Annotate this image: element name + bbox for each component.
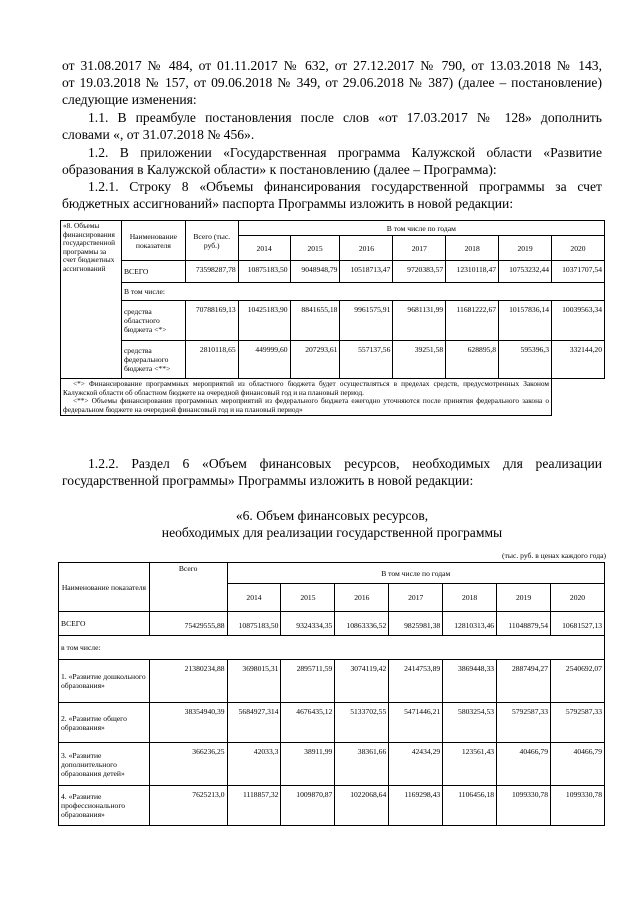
- cell-value: 3869448,33: [443, 660, 497, 703]
- row-name: ВСЕГО: [121, 261, 185, 283]
- row-total: 75429555,88: [149, 612, 227, 636]
- cell-value: 11681222,67: [446, 301, 499, 341]
- cell-value: 628895,8: [446, 341, 499, 379]
- cell-value: 10518713,47: [340, 261, 393, 283]
- cell-value: 10371707,54: [552, 261, 605, 283]
- item-1-1-line-1: 1.1. В преамбуле постановления после слов «от 17.03.2017 № 128» дополнить: [88, 110, 602, 125]
- table-row: [59, 743, 605, 786]
- header-years-group: В том числе по годам: [238, 221, 604, 236]
- row-total: 73598287,78: [185, 261, 238, 283]
- item-1-2-line-1: 1.2. В приложении «Государственная программа Калужской области «Развитие: [88, 145, 602, 160]
- cell-value: 9048948,79: [290, 261, 340, 283]
- passport-financing-table: [60, 220, 605, 416]
- cell-value: 42033,3: [227, 743, 281, 786]
- cell-value: 40466,79: [551, 743, 605, 786]
- cell-value: 5803254,53: [443, 703, 497, 743]
- cell-value: 5684927,314: [227, 703, 281, 743]
- footnotes: [61, 379, 552, 416]
- header-years-group: В том числе по годам: [227, 563, 604, 584]
- cell-value: 557137,56: [340, 341, 393, 379]
- year-header: 2014: [227, 584, 281, 612]
- cell-value: 3074119,42: [335, 660, 389, 703]
- intro-line-2: от 19.03.2018 № 157, от 09.06.2018 № 349, от 29.06.2018 № 387) (далее – постановление): [62, 75, 602, 90]
- intro-line-3: следующие изменения:: [62, 92, 197, 107]
- row-name: ВСЕГО: [59, 612, 150, 636]
- year-header: 2014: [238, 236, 290, 261]
- row-name: 4. «Развитие профессионального образования»: [59, 786, 150, 826]
- cell-value: 38911,99: [281, 743, 335, 786]
- header-total: Всего (тыс. руб.): [185, 221, 238, 261]
- row-name: средства областного бюджета <*>: [121, 301, 185, 341]
- row-name: средства федерального бюджета <**>: [121, 341, 185, 379]
- cell-value: 1099330,78: [497, 786, 551, 826]
- cell-value: 449999,60: [238, 341, 290, 379]
- header-total: Всего: [149, 563, 227, 612]
- cell-value: 2887494,27: [497, 660, 551, 703]
- table-row: [59, 703, 605, 743]
- cell-value: 10875183,50: [238, 261, 290, 283]
- cell-value: 10425183,90: [238, 301, 290, 341]
- cell-value: 1099330,78: [551, 786, 605, 826]
- row-subheader: В том числе:: [121, 283, 604, 301]
- row-name: 3. «Развитие дополнительного образования детей»: [59, 743, 150, 786]
- intro-paragraph: [62, 57, 602, 108]
- year-header: 2018: [446, 236, 499, 261]
- year-header: 2016: [335, 584, 389, 612]
- table-row: [59, 786, 605, 826]
- table-row: [61, 341, 605, 379]
- year-header: 2020: [551, 584, 605, 612]
- row-label-cell: [61, 221, 122, 379]
- cell-value: 1022068,64: [335, 786, 389, 826]
- financial-resources-table: [58, 562, 605, 826]
- row-name: 1. «Развитие дошкольного образования»: [59, 660, 150, 703]
- header-name: Наименование показателя: [121, 221, 185, 261]
- cell-value: 5792587,33: [497, 703, 551, 743]
- section-title-line-2: необходимых для реализации государственной программы: [161, 525, 503, 540]
- cell-value: 39251,58: [393, 341, 446, 379]
- table-row: [59, 612, 605, 636]
- cell-value: 1118857,32: [227, 786, 281, 826]
- table-row: [61, 301, 605, 341]
- cell-value: 2414753,89: [389, 660, 443, 703]
- cell-value: 10753232,44: [499, 261, 552, 283]
- cell-value: 12810313,46: [443, 612, 497, 636]
- item-1-2-1: [62, 178, 602, 212]
- item-1-2: [62, 144, 602, 178]
- year-header: 2016: [340, 236, 393, 261]
- table-row: [61, 283, 605, 301]
- unit-note: (тыс. руб. в ценах каждого года): [502, 551, 606, 560]
- cell-value: 2540692,07: [551, 660, 605, 703]
- item-1-2-1-line-2: бюджетных ассигнований» паспорта Программы изложить в новой редакции:: [62, 196, 514, 211]
- item-1-2-2-line-1: 1.2.2. Раздел 6 «Объем финансовых ресурсов, необходимых для реализации: [88, 456, 602, 471]
- item-1-2-1-line-1: 1.2.1. Строку 8 «Объемы финансирования государственной программы за счет: [88, 179, 602, 194]
- footnote-row: [61, 379, 605, 416]
- row-subheader: в том числе:: [59, 636, 605, 660]
- cell-value: 9681131,99: [393, 301, 446, 341]
- item-1-2-2-line-2: государственной программы» Программы изложить в новой редакции:: [62, 473, 474, 488]
- item-1-2-2: [62, 455, 602, 489]
- year-header: 2017: [393, 236, 446, 261]
- cell-value: 207293,61: [290, 341, 340, 379]
- row-total: 366236,25: [149, 743, 227, 786]
- cell-value: 1169298,43: [389, 786, 443, 826]
- section-title-line-1: «6. Объем финансовых ресурсов,: [235, 508, 429, 523]
- cell-value: 10863336,52: [335, 612, 389, 636]
- cell-value: 123561,43: [443, 743, 497, 786]
- footnote-1: <*> Финансирование программных мероприятий из областного бюджета будет осуществляться в пределах средств, предусмотренных Законом Калужской области об областном бюджете на очередной финансовый год и на плановый период.: [63, 379, 549, 397]
- cell-value: 5471446,21: [389, 703, 443, 743]
- cell-value: 40466,79: [497, 743, 551, 786]
- cell-value: 3698015,31: [227, 660, 281, 703]
- cell-value: 8841655,18: [290, 301, 340, 341]
- intro-line-1: от 31.08.2017 № 484, от 01.11.2017 № 632, от 27.12.2017 № 790, от 13.03.2018 № 143,: [62, 58, 602, 73]
- year-header: 2019: [499, 236, 552, 261]
- row-total: 38354940,39: [149, 703, 227, 743]
- cell-value: 5133702,55: [335, 703, 389, 743]
- cell-value: 1009870,87: [281, 786, 335, 826]
- cell-value: 9720383,57: [393, 261, 446, 283]
- year-header: 2015: [290, 236, 340, 261]
- cell-value: 9961575,91: [340, 301, 393, 341]
- row-total: 21380234,88: [149, 660, 227, 703]
- row-total: 7625213,0: [149, 786, 227, 826]
- year-header: 2019: [497, 584, 551, 612]
- table-row: [59, 636, 605, 660]
- row-name: 2. «Развитие общего образования»: [59, 703, 150, 743]
- cell-value: 10875183,50: [227, 612, 281, 636]
- cell-value: 10681527,13: [551, 612, 605, 636]
- footnote-2: <**> Объемы финансирования программных мероприятий из федерального бюджета ежегодно уточняются после принятия федерального закона о федеральном бюджете на очередной финансовый год и на плановый период»: [63, 396, 549, 414]
- row-label: «8. Объемы финансирования государственной программы за счет бюджетных ассигнований: [63, 221, 116, 273]
- year-header: 2017: [389, 584, 443, 612]
- cell-value: 10157836,14: [499, 301, 552, 341]
- item-1-2-line-2: образования в Калужской области» к постановлению (далее – Программа):: [62, 162, 497, 177]
- cell-value: 1106456,18: [443, 786, 497, 826]
- cell-value: 42434,29: [389, 743, 443, 786]
- cell-value: 332144,20: [552, 341, 605, 379]
- row-total: 70788169,13: [185, 301, 238, 341]
- cell-value: 595396,3: [499, 341, 552, 379]
- year-header: 2020: [552, 236, 605, 261]
- cell-value: 2895711,59: [281, 660, 335, 703]
- cell-value: 12310118,47: [446, 261, 499, 283]
- cell-value: 11048879,54: [497, 612, 551, 636]
- cell-value: 5792587,33: [551, 703, 605, 743]
- cell-value: 38361,66: [335, 743, 389, 786]
- cell-value: 9825981,38: [389, 612, 443, 636]
- year-header: 2018: [443, 584, 497, 612]
- item-1-1: [62, 109, 602, 143]
- table-row: [59, 660, 605, 703]
- year-header: 2015: [281, 584, 335, 612]
- cell-value: 9324334,35: [281, 612, 335, 636]
- table-row: [61, 261, 605, 283]
- item-1-1-line-2: словами «, от 31.07.2018 № 456».: [62, 127, 255, 142]
- header-name: Наименование показателя: [59, 563, 150, 612]
- cell-value: 4676435,12: [281, 703, 335, 743]
- row-total: 2810118,65: [185, 341, 238, 379]
- cell-value: 10039563,34: [552, 301, 605, 341]
